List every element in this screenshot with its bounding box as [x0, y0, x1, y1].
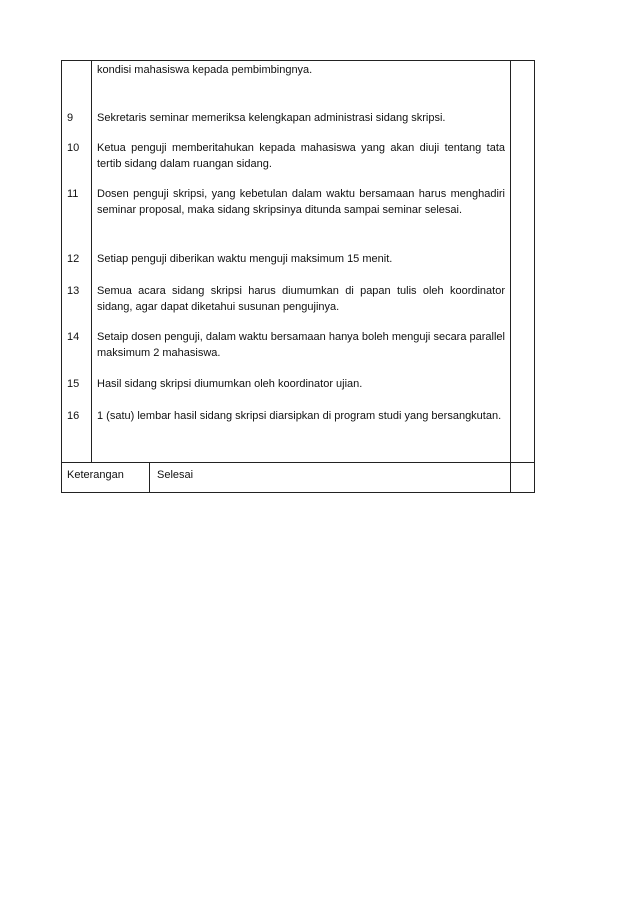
row-text: Setaip dosen penguji, dalam waktu bersamaan hanya boleh menguji secara parallel maksimum 2 mahasiswa. — [97, 331, 505, 359]
row-number: 13 — [67, 285, 80, 297]
row-number: 9 — [67, 112, 74, 124]
row-number: 16 — [67, 410, 80, 422]
footer-value: Selesai — [157, 469, 194, 481]
row-text: Dosen penguji skripsi, yang kebetulan dalam waktu bersamaan harus menghadiri seminar proposal, maka sidang skripsinya ditunda sampai seminar selesai. — [97, 188, 505, 216]
row-text: Semua acara sidang skripsi harus diumumkan di papan tulis oleh koordinator sidang, agar dapat diketahui susunan pengujinya. — [97, 285, 505, 313]
row-number: 12 — [67, 253, 80, 265]
footer-divider — [62, 462, 534, 463]
footer-label: Keterangan — [67, 469, 124, 481]
row-text: Ketua penguji memberitahukan kepada mahasiswa yang akan diuji tentang tata tertib sidang dalam ruangan sidang. — [97, 142, 505, 170]
row-number: 14 — [67, 331, 80, 343]
row-number: 10 — [67, 142, 80, 154]
row-text: kondisi mahasiswa kepada pembimbingnya. — [97, 64, 313, 76]
column-divider-number — [91, 61, 92, 462]
row-text: Setiap penguji diberikan waktu menguji maksimum 15 menit. — [97, 253, 393, 265]
row-text: 1 (satu) lembar hasil sidang skripsi diarsipkan di program studi yang bersangkutan. — [97, 410, 502, 422]
row-number: 15 — [67, 378, 80, 390]
row-number: 11 — [67, 188, 79, 200]
column-divider-footer — [149, 462, 150, 492]
column-divider-right — [510, 61, 511, 492]
row-text: Hasil sidang skripsi diumumkan oleh koordinator ujian. — [97, 378, 363, 390]
row-text: Sekretaris seminar memeriksa kelengkapan administrasi sidang skripsi. — [97, 112, 446, 124]
procedure-table — [61, 60, 535, 493]
